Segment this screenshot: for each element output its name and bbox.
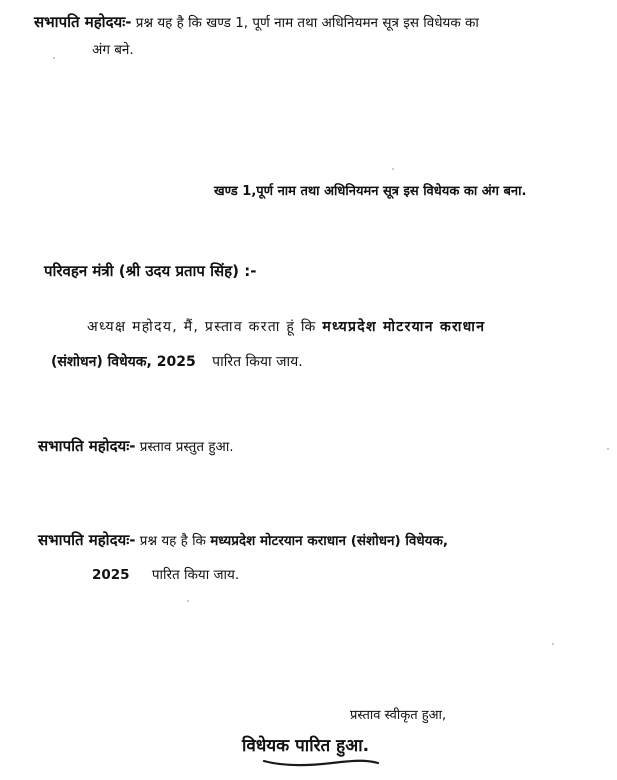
bill-passed-text: विधेयक पारित हुआ. <box>242 736 370 756</box>
block1-line2: अंग बने. <box>92 42 134 58</box>
scan-speck <box>607 448 609 450</box>
block1-line1 <box>34 13 479 32</box>
block5-line2 <box>92 566 239 584</box>
scan-speck <box>392 168 394 170</box>
bill-year: 2025 <box>92 567 130 583</box>
bill-name: मध्यप्रदेश मोटरयान कराधान <box>322 319 486 335</box>
motion-line1 <box>87 318 485 336</box>
handwritten-underline <box>262 757 380 767</box>
question-text: प्रश्न यह है कि खण्ड 1, पूर्ण नाम तथा अधिनियमन सूत्र इस विधेयक का <box>135 15 479 31</box>
scan-speck <box>187 600 189 602</box>
motion-accepted-text: प्रस्ताव स्वीकृत हुआ, <box>350 708 447 723</box>
pass-text: पारित किया जाय. <box>151 567 240 583</box>
block4-line <box>38 437 234 456</box>
bill-name-cont: (संशोधन) विधेयक, 2025 <box>51 354 196 370</box>
speaker-name: सभापति महोदयः- <box>34 13 132 31</box>
motion-presented-text: प्रस्ताव प्रस्तुत हुआ. <box>139 439 234 455</box>
motion-text: अध्यक्ष महोदय, मैं, प्रस्ताव करता हूं कि <box>87 319 317 335</box>
scan-speck <box>552 643 554 645</box>
bill-name: मध्यप्रदेश मोटरयान कराधान (संशोधन) विधेयक, <box>210 533 449 549</box>
block5-line1 <box>38 531 448 550</box>
minister-speaker: परिवहन मंत्री (श्री उदय प्रताप सिंह) :- <box>44 262 257 280</box>
question-text: प्रश्न यह है कि <box>139 533 206 549</box>
motion-text-cont: पारित किया जाय. <box>212 354 303 370</box>
scan-speck <box>53 57 55 59</box>
speaker-name: सभापति महोदयः- <box>38 437 136 455</box>
speaker-name: सभापति महोदयः- <box>38 531 136 549</box>
clause-result-text: खण्ड 1,पूर्ण नाम तथा अधिनियमन सूत्र इस विधेयक का अंग बना. <box>214 184 527 199</box>
motion-line2 <box>51 353 303 371</box>
